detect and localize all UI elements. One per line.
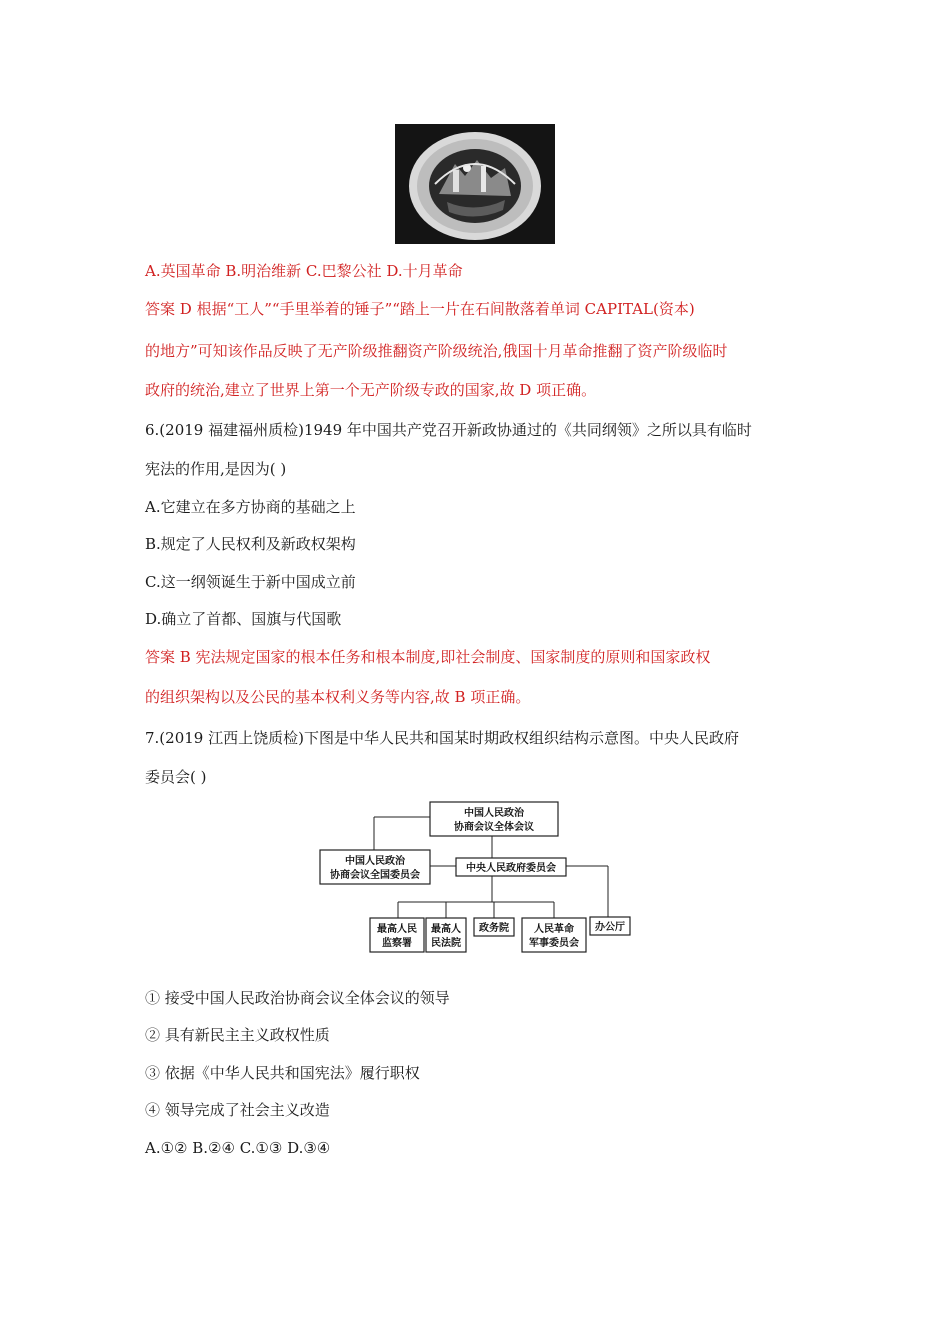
label-left-line1: 中国人民政治 [345, 856, 405, 867]
label-top-line1: 中国人民政治 [464, 808, 524, 819]
q7-item4: ④ 领导完成了社会主义改造 [145, 1101, 330, 1119]
label-left-line2: 协商会议全国委员会 [330, 870, 420, 881]
q5-options: A.英国革命 B.明治维新 C.巴黎公社 D.十月革命 [145, 262, 463, 280]
q5-answer-line2: 的地方”可知该作品反映了无产阶级推翻资产阶级统治,俄国十月革命推翻了资产阶级临时 [145, 342, 728, 360]
plate-photo [395, 124, 555, 244]
q5-answer-line3: 政府的统治,建立了世界上第一个无产阶级专政的国家,故 D 项正确。 [145, 381, 597, 399]
q5-answer-line1: 答案 D 根据“工人”“手里举着的锤子”“踏上一片在石间散落着单词 CAPITAL(资本) [145, 300, 695, 318]
q6-stem-line2: 宪法的作用,是因为( ) [145, 460, 287, 478]
label-top-line2: 协商会议全体会议 [454, 822, 534, 833]
q6-stem-line1: 6.(2019 福建福州质检)1949 年中国共产党召开新政协通过的《共同纲领》之所以具有临时 [145, 421, 752, 439]
label-b3: 政务院 [479, 923, 509, 934]
label-b1-line1: 最高人民 [377, 924, 417, 935]
label-b2-line2: 民法院 [431, 938, 461, 949]
q7-options: A.①② B.②④ C.①③ D.③④ [145, 1139, 331, 1157]
q7-item3: ③ 依据《中华人民共和国宪法》履行职权 [145, 1064, 420, 1082]
label-b4-line1: 人民革命 [534, 924, 574, 935]
q7-item1: ① 接受中国人民政治协商会议全体会议的领导 [145, 989, 450, 1007]
label-center: 中央人民政府委员会 [466, 863, 556, 874]
q6-option-d: D.确立了首都、国旗与代国歌 [145, 610, 342, 628]
q6-option-a: A.它建立在多方协商的基础之上 [145, 498, 356, 516]
label-b2-line1: 最高人 [431, 924, 461, 935]
q6-answer-line2: 的组织架构以及公民的基本权利义务等内容,故 B 项正确。 [145, 688, 531, 706]
plate-image [395, 124, 555, 244]
label-b5: 办公厅 [595, 922, 625, 933]
label-b1-line2: 监察署 [382, 938, 412, 949]
org-structure-diagram [318, 800, 632, 956]
q7-stem-line1: 7.(2019 江西上饶质检)下图是中华人民共和国某时期政权组织结构示意图。中央人民政府 [145, 729, 739, 747]
q7-stem-line2: 委员会( ) [145, 768, 207, 786]
q6-option-b: B.规定了人民权利及新政权架构 [145, 535, 356, 553]
label-b4-line2: 军事委员会 [529, 938, 579, 949]
q6-option-c: C.这一纲领诞生于新中国成立前 [145, 573, 356, 591]
q7-item2: ② 具有新民主主义政权性质 [145, 1026, 330, 1044]
q6-answer-line1: 答案 B 宪法规定国家的根本任务和根本制度,即社会制度、国家制度的原则和国家政权 [145, 648, 711, 666]
